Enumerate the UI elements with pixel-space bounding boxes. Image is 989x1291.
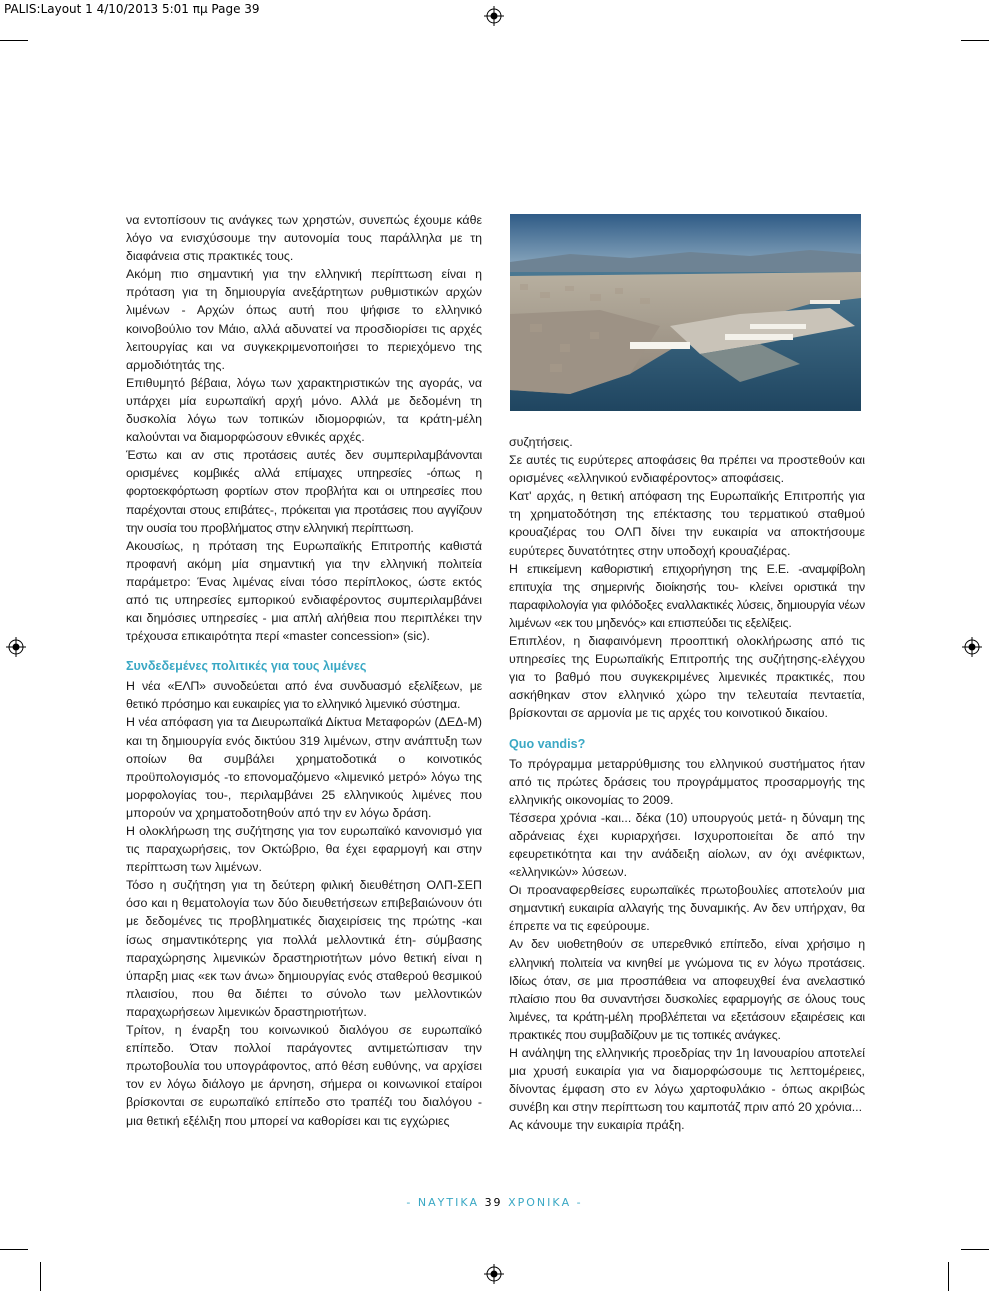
paragraph: συζητήσεις. [509,435,573,449]
crop-mark [0,1249,28,1250]
paragraph: Το πρόγραμμα μεταρρύθμισης του ελληνικού συστήματος ήταν από τις πρώτες δράσεις του προγράμματος προσαρμογής της ελληνικής οικονομίας το 2009. [509,756,865,807]
crop-mark [961,40,989,41]
registration-mark-bottom [484,1264,504,1284]
crop-mark [961,1249,989,1250]
paragraph: Τρίτον, η έναρξη του κοινωνικού διαλόγου σε ευρωπαϊκό επίπεδο. Όταν πολλοί παράγοντες αντιμετώπισαν την πρωτοβουλία του υπογράφοντος, από θέση ευθύνης, να αρχίσει τον εν λόγω διάλογο με άρνηση, σήμερα οι κοινωνικοί εταίροι βρίσκονται σε ευρωπαϊκό επίπεδο στο τραπέζι του διαλόγου - μια θετική εξέλιξη που μπορεί να καθορίσει και τις εγχώριες [126,1023,482,1128]
paragraph: Η ολοκλήρωση της συζήτησης για τον ευρωπαϊκό κανονισμό για τις παραχωρήσεις, τον Οκτώβριο, θα έχει εφαρμογή και στην περίπτωση των λιμένων. [126,824,482,875]
paragraph: Ας κάνουμε την ευκαιρία πράξη. [509,1118,685,1133]
section-heading: Συνδεδεμένες πολιτικές για τους λιμένες [126,659,367,674]
footer-left-label: - ΝΑΥΤΙΚΑ [406,1196,480,1209]
paragraph: Οι προαναφερθείσες ευρωπαϊκές πρωτοβουλίες αποτελούν μια σημαντική ευκαιρία αλλαγής της δυναμικής. Αν δεν υπήρχαν, θα έπρεπε να τις εφεύρουμε. [509,883,865,934]
paragraph: Έστω και αν στις προτάσεις αυτές δεν συμπεριλαμβάνονται ορισμένες κομβικές αλλά επίμαχες υπηρεσίες -όπως η φορτοεκφόρτωση φορτίων στον προβλήτα και οι υπηρεσίες που παρέχονται στους επιβάτες-, πρόκειται για προτάσεις που αγγίζουν την ουσία του προβλήματος στην ελληνική περίπτωση. [126,448,482,535]
paragraph: Επιπλέον, η διαφαινόμενη προοπτική ολοκλήρωσης από τις υπηρεσίες της Ευρωπαϊκής Επιτροπής της συζήτησης-ελέγχου για το βαθμό που συγκεκριμένες λιμενικές πρακτικές, που ασκήθηκαν στον ελληνικό χώρο την τελευταία πενταετία, βρίσκονται σε αρμονία με τις αρχές του κοινοτικού δικαίου. [509,634,865,721]
paragraph: Η νέα «ΕΛΠ» συνοδεύεται από ένα συνδυασμό εξελίξεων, με θετικό πρόσημο και ευκαιρίες για το ελληνικό λιμενικό σύστημα. [126,679,482,712]
paragraph: Ακουσίως, η πρόταση της Ευρωπαϊκής Επιτροπής καθιστά προφανή ακόμη μία σημαντική για την ελληνική πολιτεία παράμετρο: Ένας λιμένας είναι τόσο περίπλοκος, ώστε εκτός από τις υπηρεσίες εμπορικού ενδιαφέροντος συμπεριλαμβάνει και δημόσιες υπηρεσίες - μια απλή αλήθεια που περιπλέκει την τρέχουσα επικαιρότητα περί «master concession» (sic). [126,538,482,644]
page-number: 39 [484,1196,503,1209]
paragraph: Κατ' αρχάς, η θετική απόφαση της Ευρωπαϊκής Επιτροπής για τη χρηματοδότηση της επέκτασης του τερματικού σταθμού κρουαζιέρας του ΟΛΠ δίνει την ευκαιρία να αποκτήσουμε ευρύτερες δυνατότητες στην υποδοχή κρουαζιέρας. [509,489,865,558]
registration-mark-right [962,637,982,657]
footer-right-label: ΧΡΟΝΙΚΑ - [508,1196,583,1209]
harbor-photo [510,214,861,411]
registration-mark-top [484,6,504,26]
page-footer [0,1196,989,1209]
print-slug: PALIS:Layout 1 4/10/2013 5:01 πμ Page 39 [4,2,260,16]
paragraph: Επιθυμητό βέβαια, λόγω των χαρακτηριστικών της αγοράς, να υπάρχει μία ευρωπαϊκή αρχή μόνο. Αλλά με δεδομένη τη δυσκολία λόγω των τοπικών ιδιομορφιών, τα κράτη-μέλη καλούνται να διαμορφώσουν εθνικές αρχές. [126,375,482,445]
paragraph: Σε αυτές τις ευρύτερες αποφάσεις θα πρέπει να προστεθούν και ορισμένες «ελληνικού ενδιαφέροντος» αποφάσεις. [509,453,865,486]
paragraph: Η επικείμενη καθοριστική επιχορήγηση της Ε.Ε. -αναμφίβολη επιτυχία της σημερινής διοίκησής του- κλείνει οριστικά την παραφιλολογία για φιλόδοξες εναλλακτικές λύσεις, δημιουργία νέων λιμένων «εκ του μηδενός» και επισπεύδει τις εξελίξεις. [509,561,865,630]
crop-mark [40,1262,41,1291]
registration-mark-left [6,637,26,657]
paragraph: Η ανάληψη της ελληνικής προεδρίας την 1η Ιανουαρίου αποτελεί μια χρυσή ευκαιρία για να διαμορφώσουμε τις λεπτομέρειες, δίνοντας έμφαση στο εν λόγω χαρτοφυλάκιο - όπως ακριβώς συνέβη και στην περίπτωση του καμποτάζ πριν από 20 χρόνια... [509,1046,865,1115]
crop-mark [948,1262,949,1291]
paragraph: Αν δεν υιοθετηθούν σε υπερεθνικό επίπεδο, είναι χρήσιμο η ελληνική πολιτεία να κινηθεί με γνώμονα τις εν λόγω προτάσεις. Ιδίως όταν, σε μια προσπάθεια να αποφευχθεί ένα ανελαστικό πλαίσιο που θα συναντήσει δυσκολίες εφαρμογής σε όλους τους λιμένες, τα κράτη-μέλη προβλέπεται να εξετάσουν εξαιρέσεις και πρακτικές που συμβαδίζουν με τις τοπικές ανάγκες. [509,937,865,1042]
paragraph: Τέσσερα χρόνια -και... δέκα (10) υπουργούς μετά- η δύναμη της αδράνειας έχει κυριαρχήσει. Ισχυροποιείται δε από την εφευρετικότητα και την ανάδειξη αίολων, αν όχι ανέφικτων, «ελληνικών» λύσεων. [509,810,865,880]
crop-mark [0,40,28,41]
article-column-left [126,211,482,1130]
paragraph: Ακόμη πιο σημαντική για την ελληνική περίπτωση είναι η πρόταση για τη δημιουργία ανεξάρτητων ρυθμιστικών αρχών λιμένων - Αρχών όπως αυτή που ψήφισε το ελληνικό κοινοβούλιο τον Μάιο, αλλά αδυνατεί να προσδιορίσει τις αρχές λειτουργίας και να συγκεκριμενοποιήσει το περιεχόμενο της αρμοδιότητάς της. [126,267,482,372]
harbor-aerial-image [510,214,861,411]
section-heading: Quo vandis? [509,736,586,751]
paragraph: να εντοπίσουν τις ανάγκες των χρηστών, συνεπώς έχουμε κάθε λόγο να ενισχύσουμε την αυτονομία τους παράλληλα με τη διαφάνεια στις πρακτικές τους. [126,213,482,264]
paragraph: Τόσο η συζήτηση για τη δεύτερη φιλική διευθέτηση ΟΛΠ-ΣΕΠ όσο και η θεματολογία των δύο διευθετήσεων επιβεβαιώνουν ότι με δεδομένες τις προβληματικές διαχειρίσεις της πρώτης -και ίσως σημαντικότερης για πολλά μελλοντικά έτη- σύμβασης παραχώρησης λιμενικών δραστηριοτήτων μόνο θετική είναι η ύπαρξη μιας «εκ των άνω» δημιουργίας ενός σταθερού θεσμικού πλαισίου, που θα διέπει το σύνολο των μελλοντικών παραχωρήσεων λιμενικών δραστηριοτήτων. [126,878,482,1019]
article-column-right [509,433,865,1134]
paragraph: Η νέα απόφαση για τα Διευρωπαϊκά Δίκτυα Μεταφορών (ΔΕΔ-Μ) και τη δημιουργία ενός δικτύου 319 λιμένων, στην ανάπτυξη των οποίων θα συμβάλει χρηματοδοτικά ο κοινοτικός προϋπολογισμός -το επονομαζόμενο «λιμενικό μετρό» λόγω της μορφολογίας του-, περιλαμβάνει 25 ελληνικούς λιμένες που μπορούν να χρηματοδοτηθούν από την εν λόγω δράση. [126,715,482,820]
